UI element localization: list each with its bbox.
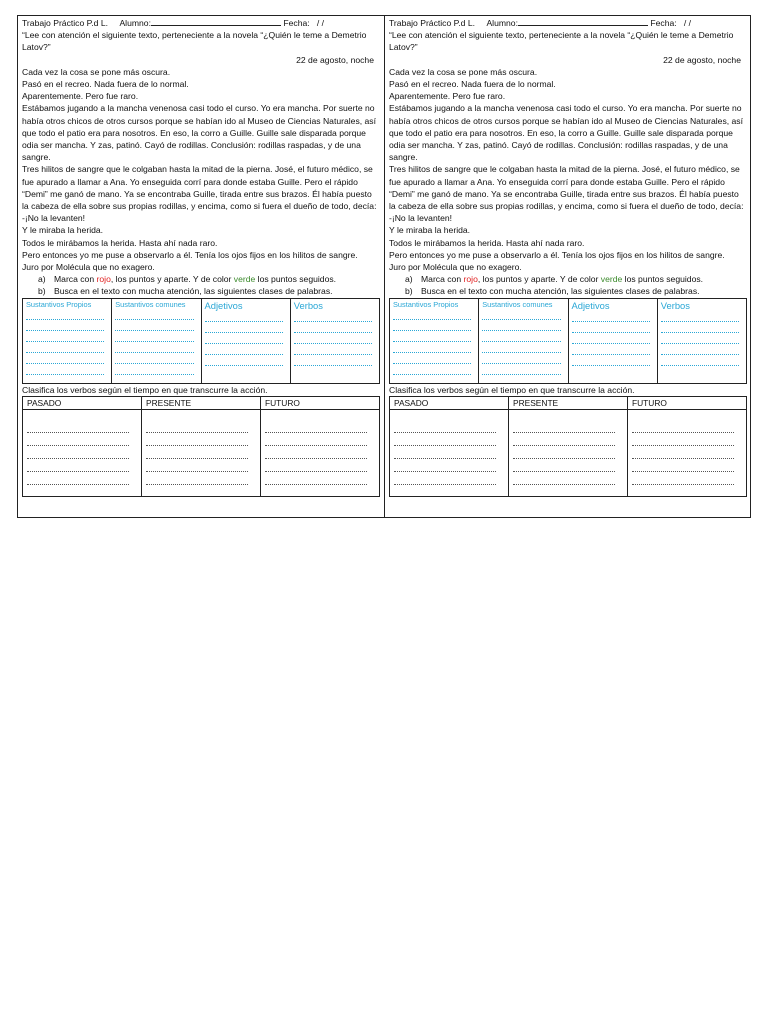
question-text: , los puntos y aparte. Y de color xyxy=(477,274,601,285)
paragraph: Juro por Molécula que no exagero. xyxy=(22,262,155,273)
paragraph: Pero entonces yo me puse a observarlo a él. Tenía los ojos fijos en los hilitos de sangre. xyxy=(22,249,358,260)
green-word: verde xyxy=(600,274,623,285)
adjectives-cell[interactable] xyxy=(201,298,290,383)
student-label: Alumno: xyxy=(486,18,518,28)
question-letter: b) xyxy=(405,286,413,297)
paragraph: -¡No la levanten! xyxy=(389,213,453,224)
paragraph: Todos le mirábamos la herida. Hasta ahí nada raro. xyxy=(22,237,218,248)
question-text: Marca con xyxy=(54,274,97,285)
worksheet-title: Trabajo Práctico P.d L. xyxy=(389,18,475,28)
paragraph: Y le miraba la herida. xyxy=(389,225,471,236)
header-line xyxy=(389,16,747,29)
column-header: Adjetivos xyxy=(204,299,243,311)
word-class-table xyxy=(389,298,747,384)
future-cell[interactable] xyxy=(628,410,747,497)
common-nouns-cell[interactable] xyxy=(112,298,201,383)
paragraph: Cada vez la cosa se pone más oscura. xyxy=(389,66,538,77)
story-date: 22 de agosto, noche xyxy=(296,54,374,65)
question-text: los puntos seguidos. xyxy=(255,274,337,285)
red-word: rojo xyxy=(463,274,478,285)
question-text: , los puntos y aparte. Y de color xyxy=(110,274,234,285)
worksheet-page xyxy=(17,15,751,518)
story-date: 22 de agosto, noche xyxy=(663,54,741,65)
column-divider xyxy=(384,16,385,517)
verb-tense-table xyxy=(22,396,380,497)
student-name-field[interactable] xyxy=(151,16,281,26)
column-header: Adjetivos xyxy=(571,299,610,311)
worksheet-title: Trabajo Práctico P.d L. xyxy=(22,18,108,28)
paragraph: -¡No la levanten! xyxy=(22,213,86,224)
student-name-field[interactable] xyxy=(518,16,648,26)
paragraph: Cada vez la cosa se pone más oscura. xyxy=(22,66,171,77)
column-header: Sustantivos comunes xyxy=(482,299,553,309)
question-letter: a) xyxy=(405,274,413,285)
worksheet-copy-right xyxy=(389,16,747,497)
question-text: Marca con xyxy=(421,274,464,285)
paragraph: Tres hilitos de sangre que le colgaban hasta la mitad de la pierna. José, el futuro médico, se fue apurado a llamar a Ana. Yo enseguida corrí para donde estaba Guille. Pero el rápido “Demi” me ganó de mano. Ya se encontraba Guille, tirada entre sus brazos. Él había puesto la cabeza de ella sobre sus propias rodillas, y encima, como si fuera el dueño de todo, decía: xyxy=(389,164,744,212)
date-field[interactable]: / / xyxy=(316,18,324,28)
past-cell[interactable] xyxy=(390,410,509,497)
question-a xyxy=(389,273,747,285)
column-header: PASADO xyxy=(23,396,142,409)
future-cell[interactable] xyxy=(261,410,380,497)
paragraph: Todos le mirábamos la herida. Hasta ahí nada raro. xyxy=(389,237,585,248)
student-label: Alumno: xyxy=(119,18,151,28)
classify-instruction: Clasifica los verbos según el tiempo en que transcurre la acción. xyxy=(389,384,635,395)
question-letter: b) xyxy=(38,286,46,297)
date-field[interactable]: / / xyxy=(683,18,691,28)
column-header: PASADO xyxy=(390,396,509,409)
paragraph: Tres hilitos de sangre que le colgaban hasta la mitad de la pierna. José, el futuro médico, se fue apurado a llamar a Ana. Yo enseguida corrí para donde estaba Guille. Pero el rápido “Demi” me ganó de mano. Ya se encontraba Guille, tirada entre sus brazos. Él había puesto la cabeza de ella sobre sus propias rodillas, y encima, como si fuera el dueño de todo, decía: xyxy=(22,164,377,212)
instruction: “Lee con atención el siguiente texto, perteneciente a la novela “¿Quién le teme a Demetrio Latov?” xyxy=(22,30,367,53)
paragraph: Juro por Molécula que no exagero. xyxy=(389,262,522,273)
column-header: Sustantivos comunes xyxy=(115,299,186,309)
question-text: Busca en el texto con mucha atención, las siguientes clases de palabras. xyxy=(54,286,333,297)
paragraph: Pero entonces yo me puse a observarlo a él. Tenía los ojos fijos en los hilitos de sangre. xyxy=(389,249,725,260)
paragraph: Estábamos jugando a la mancha venenosa casi todo el curso. Yo era mancha. Por suerte no había otros chicos de otros cursos porque se habían ido al Museo de Ciencias Naturales, así que todo el patio era para nosotros. En eso, la corro a Guille. Guille sale disparada porque odia ser mancha. Y zas, patinó. Cayó de rodillas. Conclusión: rodillas raspadas, y de una sangre. xyxy=(22,103,376,163)
adjectives-cell[interactable] xyxy=(568,298,657,383)
column-header: PRESENTE xyxy=(509,396,628,409)
proper-nouns-cell[interactable] xyxy=(390,298,479,383)
verb-tense-table xyxy=(389,396,747,497)
classify-instruction: Clasifica los verbos según el tiempo en que transcurre la acción. xyxy=(22,384,268,395)
column-header: Sustantivos Propios xyxy=(26,299,92,309)
paragraph: Y le miraba la herida. xyxy=(22,225,104,236)
paragraph: Pasó en el recreo. Nada fuera de lo normal. xyxy=(22,79,189,90)
question-b xyxy=(389,285,747,297)
column-header: FUTURO xyxy=(628,396,747,409)
paragraph: Estábamos jugando a la mancha venenosa casi todo el curso. Yo era mancha. Por suerte no había otros chicos de otros cursos porque se habían ido al Museo de Ciencias Naturales, así que todo el patio era para nosotros. En eso, la corro a Guille. Guille sale disparada porque odia ser mancha. Y zas, patinó. Cayó de rodillas. Conclusión: rodillas raspadas, y de una sangre. xyxy=(389,103,743,163)
verbs-cell[interactable] xyxy=(657,298,746,383)
paragraph: Aparentemente. Pero fue raro. xyxy=(22,91,139,102)
present-cell[interactable] xyxy=(142,410,261,497)
question-b xyxy=(22,285,380,297)
column-header: Verbos xyxy=(293,299,323,311)
word-class-table xyxy=(22,298,380,384)
column-header: Sustantivos Propios xyxy=(393,299,459,309)
question-text: Busca en el texto con mucha atención, las siguientes clases de palabras. xyxy=(421,286,700,297)
past-cell[interactable] xyxy=(23,410,142,497)
column-header: FUTURO xyxy=(261,396,380,409)
question-a xyxy=(22,273,380,285)
worksheet-copy-left xyxy=(22,16,380,497)
date-label: Fecha: xyxy=(650,18,677,28)
column-header: PRESENTE xyxy=(142,396,261,409)
present-cell[interactable] xyxy=(509,410,628,497)
red-word: rojo xyxy=(96,274,111,285)
question-text: los puntos seguidos. xyxy=(622,274,704,285)
proper-nouns-cell[interactable] xyxy=(23,298,112,383)
question-letter: a) xyxy=(38,274,46,285)
column-header: Verbos xyxy=(660,299,690,311)
date-label: Fecha: xyxy=(283,18,310,28)
common-nouns-cell[interactable] xyxy=(479,298,568,383)
header-line xyxy=(22,16,380,29)
verbs-cell[interactable] xyxy=(290,298,379,383)
paragraph: Pasó en el recreo. Nada fuera de lo normal. xyxy=(389,79,556,90)
instruction: “Lee con atención el siguiente texto, perteneciente a la novela “¿Quién le teme a Demetrio Latov?” xyxy=(389,30,734,53)
green-word: verde xyxy=(233,274,256,285)
paragraph: Aparentemente. Pero fue raro. xyxy=(389,91,506,102)
